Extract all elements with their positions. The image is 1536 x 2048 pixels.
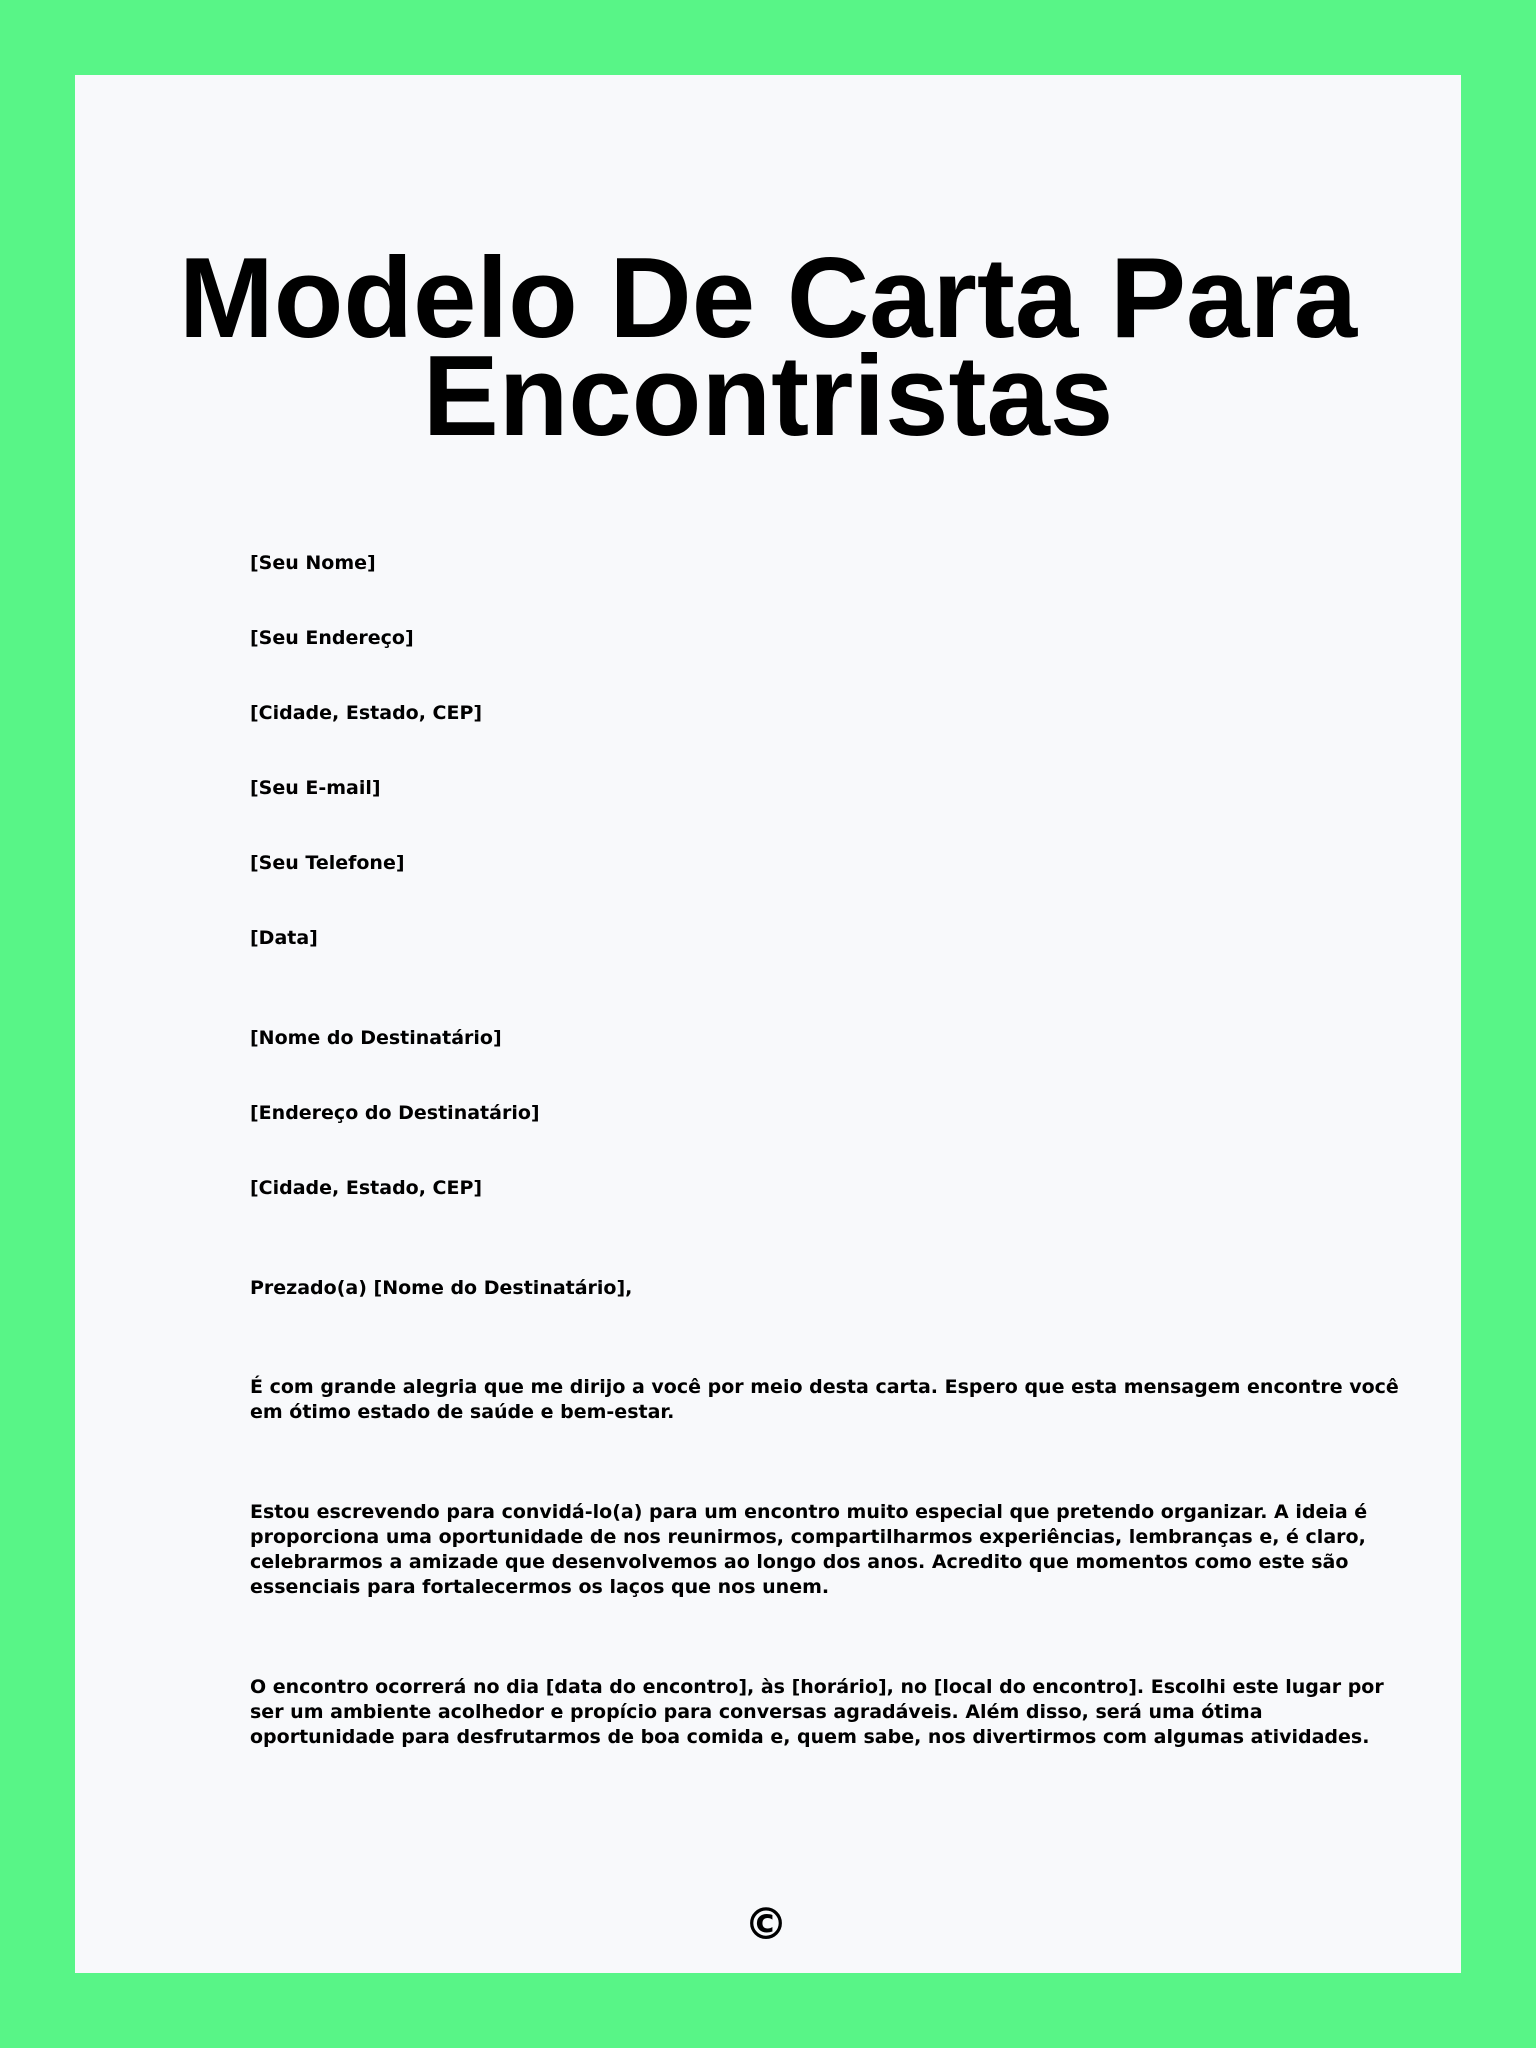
recipient-name: [Nome do Destinatário]	[250, 1027, 502, 1049]
paragraph-line: Estou escrevendo para convidá-lo(a) para um encontro muito especial que pretendo organizar. A ideia é	[250, 1501, 1368, 1523]
sender-email: [Seu E-mail]	[250, 777, 381, 799]
body-paragraph-2	[250, 1500, 1368, 1600]
sender-phone: [Seu Telefone]	[250, 852, 405, 874]
recipient-address: [Endereço do Destinatário]	[250, 1102, 540, 1124]
title-line-1: Modelo De Carta Para	[178, 235, 1358, 362]
paragraph-line: oportunidade para desfrutarmos de boa comida e, quem sabe, nos divertirmos com algumas atividades.	[250, 1726, 1370, 1748]
sender-city-state-zip: [Cidade, Estado, CEP]	[250, 702, 483, 724]
paragraph-line: essenciais para fortalecermos os laços que nos unem.	[250, 1576, 830, 1598]
letter-date: [Data]	[250, 927, 318, 949]
recipient-city-state-zip: [Cidade, Estado, CEP]	[250, 1177, 483, 1199]
sender-address: [Seu Endereço]	[250, 627, 414, 649]
paragraph-line: ser um ambiente acolhedor e propício para conversas agradáveis. Além disso, será uma ótima	[250, 1701, 1263, 1723]
page-title	[75, 235, 1461, 460]
copyright-icon: ©	[744, 1899, 788, 1950]
paragraph-line: O encontro ocorrerá no dia [data do encontro], às [horário], no [local do encontro]. Escolhi este lugar por	[250, 1676, 1384, 1698]
paragraph-line: em ótimo estado de saúde e bem-estar.	[250, 1401, 675, 1423]
salutation: Prezado(a) [Nome do Destinatário],	[250, 1277, 633, 1299]
paragraph-line: É com grande alegria que me dirijo a você por meio desta carta. Espero que esta mensagem encontre você	[250, 1376, 1399, 1398]
paragraph-line: celebrarmos a amizade que desenvolvemos ao longo dos anos. Acredito que momentos como este são	[250, 1551, 1349, 1573]
title-line-2: Encontristas	[422, 333, 1114, 460]
sender-name: [Seu Nome]	[250, 552, 376, 574]
body-paragraph-1	[250, 1375, 1399, 1425]
paragraph-line: proporciona uma oportunidade de nos reunirmos, compartilharmos experiências, lembranças e, é claro,	[250, 1526, 1366, 1548]
body-paragraph-3	[250, 1675, 1384, 1750]
letter-page	[75, 75, 1461, 1973]
